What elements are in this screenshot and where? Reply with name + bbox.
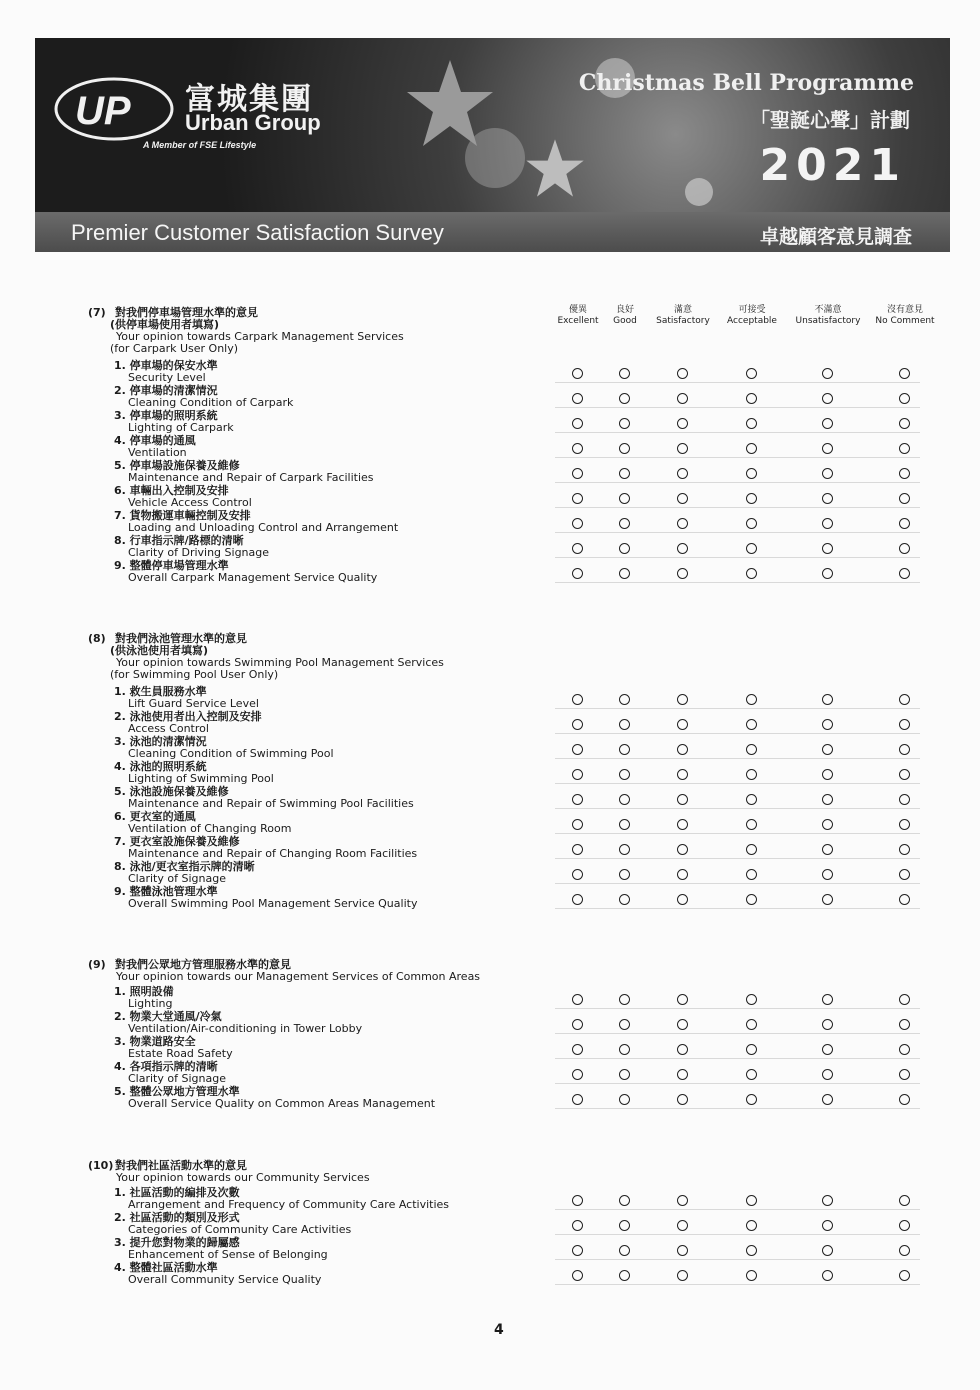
rating-radio-good[interactable] <box>619 418 630 429</box>
rating-radio-acceptable[interactable] <box>746 844 757 855</box>
question-label-en: Categories of Community Care Activities <box>128 1223 352 1236</box>
rating-radio-no-comment[interactable] <box>899 769 910 780</box>
rating-radio-unsatisfactory[interactable] <box>822 1220 833 1231</box>
question-label-en: Access Control <box>128 722 209 735</box>
rating-radio-satisfactory[interactable] <box>677 1069 688 1080</box>
rating-radio-good[interactable] <box>619 994 630 1005</box>
rating-radio-no-comment[interactable] <box>899 1019 910 1030</box>
rating-radio-unsatisfactory[interactable] <box>822 368 833 379</box>
question-label-en: Arrangement and Frequency of Community Care Activities <box>128 1198 450 1211</box>
rating-radio-excellent[interactable] <box>572 393 583 404</box>
rating-radio-no-comment[interactable] <box>899 1094 910 1105</box>
rating-radio-good[interactable] <box>619 719 630 730</box>
row-divider <box>555 908 920 909</box>
rating-column-header <box>788 305 868 327</box>
question-label-en: Ventilation <box>128 446 187 459</box>
rating-column-header <box>643 305 723 327</box>
rating-radio-excellent[interactable] <box>572 418 583 429</box>
question-label-zh: 9. 整體停車場管理水準 <box>114 559 229 572</box>
rating-column-header <box>712 305 792 327</box>
rating-radio-no-comment[interactable] <box>899 994 910 1005</box>
rating-radio-unsatisfactory[interactable] <box>822 1019 833 1030</box>
rating-radio-unsatisfactory[interactable] <box>822 393 833 404</box>
rating-radio-acceptable[interactable] <box>746 543 757 554</box>
rating-radio-good[interactable] <box>619 844 630 855</box>
row-divider <box>555 1284 920 1285</box>
rating-radio-acceptable[interactable] <box>746 393 757 404</box>
question-label-en: Clarity of Signage <box>128 872 226 885</box>
question-label-en: Lighting of Carpark <box>128 421 234 434</box>
question-label-zh: 3. 停車場的照明系統 <box>114 409 218 422</box>
rating-radio-good[interactable] <box>619 1220 630 1231</box>
rating-radio-good[interactable] <box>619 744 630 755</box>
rating-radio-satisfactory[interactable] <box>677 894 688 905</box>
row-divider <box>555 1058 920 1059</box>
rating-label-zh: 可接受 <box>738 305 766 315</box>
programme-title-zh: 「聖誕心聲」計劃 <box>750 108 910 132</box>
rating-radio-unsatisfactory[interactable] <box>822 568 833 579</box>
rating-radio-no-comment[interactable] <box>899 1270 910 1281</box>
rating-radio-no-comment[interactable] <box>899 1044 910 1055</box>
question-label-en: Lift Guard Service Level <box>128 697 259 710</box>
section-title-en: Your opinion towards Swimming Pool Management Services <box>116 656 444 669</box>
rating-radio-excellent[interactable] <box>572 518 583 529</box>
rating-radio-satisfactory[interactable] <box>677 518 688 529</box>
rating-radio-no-comment[interactable] <box>899 1069 910 1080</box>
rating-radio-excellent[interactable] <box>572 443 583 454</box>
rating-radio-good[interactable] <box>619 794 630 805</box>
question-label-en: Overall Community Service Quality <box>128 1273 322 1286</box>
rating-radio-excellent[interactable] <box>572 844 583 855</box>
rating-radio-excellent[interactable] <box>572 1195 583 1206</box>
rating-radio-acceptable[interactable] <box>746 894 757 905</box>
rating-radio-unsatisfactory[interactable] <box>822 744 833 755</box>
section-number: (10) <box>88 1159 114 1172</box>
rating-radio-no-comment[interactable] <box>899 1245 910 1256</box>
row-divider <box>555 582 920 583</box>
section-title-zh: 對我們停車場管理水準的意見 <box>115 306 258 319</box>
rating-radio-good[interactable] <box>619 1069 630 1080</box>
question-label-zh: 8. 行車指示牌/路標的清晰 <box>114 534 244 547</box>
section-title-zh: 對我們社區活動水準的意見 <box>115 1159 247 1172</box>
rating-radio-satisfactory[interactable] <box>677 368 688 379</box>
rating-radio-excellent[interactable] <box>572 1245 583 1256</box>
row-divider <box>555 858 920 859</box>
question-label-zh: 2. 社區活動的類別及形式 <box>114 1211 240 1224</box>
rating-radio-good[interactable] <box>619 869 630 880</box>
ornament-decoration <box>685 178 713 206</box>
row-divider <box>555 432 920 433</box>
row-divider <box>555 507 920 508</box>
rating-radio-good[interactable] <box>619 1044 630 1055</box>
rating-radio-excellent[interactable] <box>572 1270 583 1281</box>
row-divider <box>555 382 920 383</box>
rating-radio-excellent[interactable] <box>572 1094 583 1105</box>
rating-radio-satisfactory[interactable] <box>677 543 688 554</box>
rating-radio-unsatisfactory[interactable] <box>822 1195 833 1206</box>
section-number: (7) <box>88 306 106 319</box>
rating-radio-no-comment[interactable] <box>899 1195 910 1206</box>
question-label-zh: 1. 照明設備 <box>114 985 174 998</box>
header-banner <box>35 38 950 252</box>
rating-radio-acceptable[interactable] <box>746 1044 757 1055</box>
question-label-zh: 1. 救生員服務水準 <box>114 685 207 698</box>
question-label-zh: 5. 停車場設施保養及維修 <box>114 459 240 472</box>
rating-radio-unsatisfactory[interactable] <box>822 694 833 705</box>
row-divider <box>555 883 920 884</box>
rating-radio-acceptable[interactable] <box>746 518 757 529</box>
rating-radio-good[interactable] <box>619 1270 630 1281</box>
rating-radio-satisfactory[interactable] <box>677 1270 688 1281</box>
rating-radio-unsatisfactory[interactable] <box>822 869 833 880</box>
rating-radio-satisfactory[interactable] <box>677 794 688 805</box>
question-label-zh: 3. 泳池的清潔情況 <box>114 735 207 748</box>
row-divider <box>555 708 920 709</box>
question-label-zh: 4. 各項指示牌的清晰 <box>114 1060 218 1073</box>
row-divider <box>555 733 920 734</box>
rating-radio-satisfactory[interactable] <box>677 443 688 454</box>
question-label-en: Vehicle Access Control <box>128 496 252 509</box>
rating-label-zh: 沒有意見 <box>886 305 923 315</box>
row-divider <box>555 808 920 809</box>
rating-radio-satisfactory[interactable] <box>677 468 688 479</box>
rating-label-en: Excellent <box>557 316 599 326</box>
page-number: 4 <box>494 1322 504 1338</box>
logo-english-name: Urban Group <box>185 110 321 135</box>
rating-radio-acceptable[interactable] <box>746 368 757 379</box>
rating-radio-excellent[interactable] <box>572 1220 583 1231</box>
rating-radio-no-comment[interactable] <box>899 744 910 755</box>
question-label-zh: 1. 停車場的保安水準 <box>114 359 218 372</box>
rating-radio-good[interactable] <box>619 1094 630 1105</box>
rating-radio-no-comment[interactable] <box>899 719 910 730</box>
section-note-zh: (供停車場使用者填寫) <box>110 318 220 331</box>
question-label-en: Ventilation of Changing Room <box>128 822 292 835</box>
rating-radio-good[interactable] <box>619 368 630 379</box>
rating-radio-excellent[interactable] <box>572 869 583 880</box>
rating-radio-excellent[interactable] <box>572 744 583 755</box>
rating-radio-acceptable[interactable] <box>746 1094 757 1105</box>
svg-text:UP: UP <box>75 89 131 133</box>
rating-radio-acceptable[interactable] <box>746 819 757 830</box>
rating-radio-good[interactable] <box>619 518 630 529</box>
rating-radio-no-comment[interactable] <box>899 493 910 504</box>
rating-radio-acceptable[interactable] <box>746 719 757 730</box>
question-label-zh: 9. 整體泳池管理水準 <box>114 885 218 898</box>
rating-radio-excellent[interactable] <box>572 1044 583 1055</box>
rating-radio-no-comment[interactable] <box>899 694 910 705</box>
rating-label-en: No Comment <box>875 316 935 326</box>
rating-radio-good[interactable] <box>619 543 630 554</box>
logo-chinese-name: 富城集團 <box>185 82 313 117</box>
star-icon <box>525 138 585 198</box>
rating-label-en: Unsatisfactory <box>795 316 861 326</box>
rating-radio-excellent[interactable] <box>572 794 583 805</box>
rating-radio-unsatisfactory[interactable] <box>822 1094 833 1105</box>
rating-radio-satisfactory[interactable] <box>677 568 688 579</box>
rating-radio-acceptable[interactable] <box>746 994 757 1005</box>
rating-radio-satisfactory[interactable] <box>677 493 688 504</box>
rating-radio-unsatisfactory[interactable] <box>822 794 833 805</box>
question-label-zh: 7. 貨物搬運車輛控制及安排 <box>114 509 251 522</box>
rating-radio-no-comment[interactable] <box>899 894 910 905</box>
question-label-en: Loading and Unloading Control and Arrangement <box>128 521 399 534</box>
rating-radio-good[interactable] <box>619 393 630 404</box>
rating-radio-satisfactory[interactable] <box>677 869 688 880</box>
question-label-zh: 5. 泳池設施保養及維修 <box>114 785 229 798</box>
question-label-zh: 2. 泳池使用者出入控制及安排 <box>114 710 262 723</box>
rating-radio-unsatisfactory[interactable] <box>822 543 833 554</box>
rating-radio-unsatisfactory[interactable] <box>822 819 833 830</box>
section-title-zh: 對我們泳池管理水準的意見 <box>115 632 247 645</box>
rating-radio-unsatisfactory[interactable] <box>822 493 833 504</box>
rating-label-en: Good <box>613 316 637 326</box>
rating-radio-acceptable[interactable] <box>746 568 757 579</box>
rating-radio-unsatisfactory[interactable] <box>822 443 833 454</box>
rating-radio-no-comment[interactable] <box>899 393 910 404</box>
question-label-en: Clarity of Signage <box>128 1072 226 1085</box>
rating-radio-acceptable[interactable] <box>746 493 757 504</box>
rating-radio-satisfactory[interactable] <box>677 844 688 855</box>
rating-radio-acceptable[interactable] <box>746 744 757 755</box>
rating-radio-acceptable[interactable] <box>746 1245 757 1256</box>
rating-radio-good[interactable] <box>619 468 630 479</box>
rating-radio-no-comment[interactable] <box>899 844 910 855</box>
question-label-en: Ventilation/Air-conditioning in Tower Lobby <box>128 1022 363 1035</box>
rating-radio-unsatisfactory[interactable] <box>822 894 833 905</box>
section-note-en: (for Swimming Pool User Only) <box>110 668 279 681</box>
rating-radio-good[interactable] <box>619 694 630 705</box>
question-label-en: Overall Service Quality on Common Areas Management <box>128 1097 436 1110</box>
question-label-zh: 3. 提升您對物業的歸屬感 <box>114 1236 240 1249</box>
question-label-en: Overall Carpark Management Service Quality <box>128 571 378 584</box>
rating-radio-good[interactable] <box>619 819 630 830</box>
question-label-zh: 6. 車輛出入控制及安排 <box>114 484 229 497</box>
row-divider <box>555 1234 920 1235</box>
rating-radio-good[interactable] <box>619 894 630 905</box>
rating-radio-excellent[interactable] <box>572 819 583 830</box>
rating-radio-no-comment[interactable] <box>899 443 910 454</box>
rating-radio-satisfactory[interactable] <box>677 744 688 755</box>
question-label-en: Cleaning Condition of Swimming Pool <box>128 747 334 760</box>
rating-radio-unsatisfactory[interactable] <box>822 769 833 780</box>
rating-radio-excellent[interactable] <box>572 694 583 705</box>
row-divider <box>555 758 920 759</box>
rating-radio-excellent[interactable] <box>572 994 583 1005</box>
rating-radio-acceptable[interactable] <box>746 443 757 454</box>
survey-title-zh: 卓越顧客意見調查 <box>759 226 912 248</box>
row-divider <box>555 457 920 458</box>
row-divider <box>555 783 920 784</box>
rating-radio-satisfactory[interactable] <box>677 393 688 404</box>
section-title-en: Your opinion towards Carpark Management Services <box>116 330 404 343</box>
rating-radio-satisfactory[interactable] <box>677 1220 688 1231</box>
rating-label-zh: 優異 <box>568 305 587 315</box>
rating-radio-excellent[interactable] <box>572 1019 583 1030</box>
rating-radio-unsatisfactory[interactable] <box>822 1270 833 1281</box>
question-label-en: Overall Swimming Pool Management Service Quality <box>128 897 418 910</box>
question-label-zh: 5. 整體公眾地方管理水準 <box>114 1085 240 1098</box>
rating-radio-no-comment[interactable] <box>899 819 910 830</box>
rating-radio-no-comment[interactable] <box>899 518 910 529</box>
rating-radio-excellent[interactable] <box>572 769 583 780</box>
rating-radio-satisfactory[interactable] <box>677 1245 688 1256</box>
rating-radio-no-comment[interactable] <box>899 568 910 579</box>
rating-radio-acceptable[interactable] <box>746 1220 757 1231</box>
rating-radio-no-comment[interactable] <box>899 418 910 429</box>
section-title-zh: 對我們公眾地方管理服務水準的意見 <box>115 958 291 971</box>
question-label-zh: 3. 物業道路安全 <box>114 1035 196 1048</box>
rating-radio-satisfactory[interactable] <box>677 1019 688 1030</box>
rating-radio-satisfactory[interactable] <box>677 819 688 830</box>
rating-radio-good[interactable] <box>619 1195 630 1206</box>
rating-radio-unsatisfactory[interactable] <box>822 468 833 479</box>
question-label-zh: 2. 物業大堂通風/冷氣 <box>114 1010 222 1023</box>
row-divider <box>555 1083 920 1084</box>
question-label-en: Maintenance and Repair of Swimming Pool Facilities <box>128 797 414 810</box>
urban-group-logo-icon <box>53 76 175 142</box>
rating-radio-good[interactable] <box>619 568 630 579</box>
question-label-en: Clarity of Driving Signage <box>128 546 270 559</box>
section-note-en: (for Carpark User Only) <box>110 342 239 355</box>
rating-radio-acceptable[interactable] <box>746 794 757 805</box>
rating-radio-acceptable[interactable] <box>746 869 757 880</box>
rating-radio-unsatisfactory[interactable] <box>822 418 833 429</box>
rating-radio-good[interactable] <box>619 1245 630 1256</box>
rating-label-zh: 良好 <box>615 305 634 315</box>
survey-title-en: Premier Customer Satisfaction Survey <box>71 220 444 245</box>
rating-radio-acceptable[interactable] <box>746 1069 757 1080</box>
rating-radio-satisfactory[interactable] <box>677 694 688 705</box>
row-divider <box>555 833 920 834</box>
question-label-zh: 6. 更衣室的通風 <box>114 810 196 823</box>
rating-radio-excellent[interactable] <box>572 719 583 730</box>
row-divider <box>555 1008 920 1009</box>
question-label-zh: 4. 整體社區活動水準 <box>114 1261 218 1274</box>
rating-column-header <box>865 305 945 327</box>
row-divider <box>555 1033 920 1034</box>
rating-radio-no-comment[interactable] <box>899 368 910 379</box>
rating-radio-unsatisfactory[interactable] <box>822 518 833 529</box>
rating-radio-excellent[interactable] <box>572 493 583 504</box>
rating-radio-excellent[interactable] <box>572 894 583 905</box>
star-icon <box>405 58 495 148</box>
row-divider <box>555 482 920 483</box>
question-label-zh: 1. 社區活動的編排及次數 <box>114 1186 240 1199</box>
rating-radio-satisfactory[interactable] <box>677 994 688 1005</box>
row-divider <box>555 1209 920 1210</box>
question-label-en: Cleaning Condition of Carpark <box>128 396 294 409</box>
rating-label-zh: 滿意 <box>673 305 692 315</box>
row-divider <box>555 557 920 558</box>
rating-radio-acceptable[interactable] <box>746 1019 757 1030</box>
logo-tagline: A Member of FSE Lifestyle <box>143 140 257 150</box>
section-title-en: Your opinion towards our Community Services <box>116 1171 370 1184</box>
question-label-en: Maintenance and Repair of Carpark Facilities <box>128 471 374 484</box>
question-label-zh: 8. 泳池/更衣室指示牌的清晰 <box>114 860 255 873</box>
question-label-zh: 2. 停車場的清潔情況 <box>114 384 218 397</box>
rating-radio-unsatisfactory[interactable] <box>822 1245 833 1256</box>
section-title-en: Your opinion towards our Management Services of Common Areas <box>116 970 481 983</box>
rating-label-en: Acceptable <box>727 316 777 326</box>
rating-radio-good[interactable] <box>619 443 630 454</box>
rating-radio-unsatisfactory[interactable] <box>822 994 833 1005</box>
question-label-zh: 7. 更衣室設施保養及維修 <box>114 835 240 848</box>
rating-radio-excellent[interactable] <box>572 543 583 554</box>
rating-label-en: Satisfactory <box>656 316 710 326</box>
rating-radio-excellent[interactable] <box>572 1069 583 1080</box>
row-divider <box>555 1108 920 1109</box>
rating-radio-acceptable[interactable] <box>746 1270 757 1281</box>
rating-radio-satisfactory[interactable] <box>677 769 688 780</box>
rating-radio-excellent[interactable] <box>572 368 583 379</box>
row-divider <box>555 407 920 408</box>
rating-radio-good[interactable] <box>619 769 630 780</box>
rating-radio-unsatisfactory[interactable] <box>822 1044 833 1055</box>
rating-label-zh: 不滿意 <box>814 305 842 315</box>
programme-year: 2021 <box>759 140 906 191</box>
section-number: (8) <box>88 632 106 645</box>
rating-radio-satisfactory[interactable] <box>677 1044 688 1055</box>
programme-title-en: Christmas Bell Programme <box>578 70 914 96</box>
rating-radio-excellent[interactable] <box>572 468 583 479</box>
question-label-en: Lighting <box>128 997 173 1010</box>
question-label-en: Lighting of Swimming Pool <box>128 772 274 785</box>
rating-radio-satisfactory[interactable] <box>677 1094 688 1105</box>
question-label-en: Security Level <box>128 371 206 384</box>
question-label-zh: 4. 泳池的照明系統 <box>114 760 207 773</box>
rating-radio-no-comment[interactable] <box>899 543 910 554</box>
rating-radio-satisfactory[interactable] <box>677 1195 688 1206</box>
row-divider <box>555 1259 920 1260</box>
rating-radio-no-comment[interactable] <box>899 468 910 479</box>
rating-radio-acceptable[interactable] <box>746 418 757 429</box>
question-label-en: Enhancement of Sense of Belonging <box>128 1248 328 1261</box>
rating-radio-unsatisfactory[interactable] <box>822 1069 833 1080</box>
rating-radio-acceptable[interactable] <box>746 694 757 705</box>
rating-radio-no-comment[interactable] <box>899 1220 910 1231</box>
section-number: (9) <box>88 958 106 971</box>
rating-radio-acceptable[interactable] <box>746 769 757 780</box>
rating-radio-satisfactory[interactable] <box>677 719 688 730</box>
row-divider <box>555 532 920 533</box>
rating-radio-acceptable[interactable] <box>746 468 757 479</box>
rating-radio-satisfactory[interactable] <box>677 418 688 429</box>
rating-radio-unsatisfactory[interactable] <box>822 844 833 855</box>
section-note-zh: (供泳池使用者填寫) <box>110 644 209 657</box>
rating-radio-excellent[interactable] <box>572 568 583 579</box>
rating-radio-acceptable[interactable] <box>746 1195 757 1206</box>
question-label-en: Maintenance and Repair of Changing Room Facilities <box>128 847 418 860</box>
question-label-zh: 4. 停車場的通風 <box>114 434 196 447</box>
rating-radio-no-comment[interactable] <box>899 869 910 880</box>
rating-radio-no-comment[interactable] <box>899 794 910 805</box>
rating-radio-good[interactable] <box>619 1019 630 1030</box>
rating-radio-good[interactable] <box>619 493 630 504</box>
rating-radio-unsatisfactory[interactable] <box>822 719 833 730</box>
question-label-en: Estate Road Safety <box>128 1047 233 1060</box>
